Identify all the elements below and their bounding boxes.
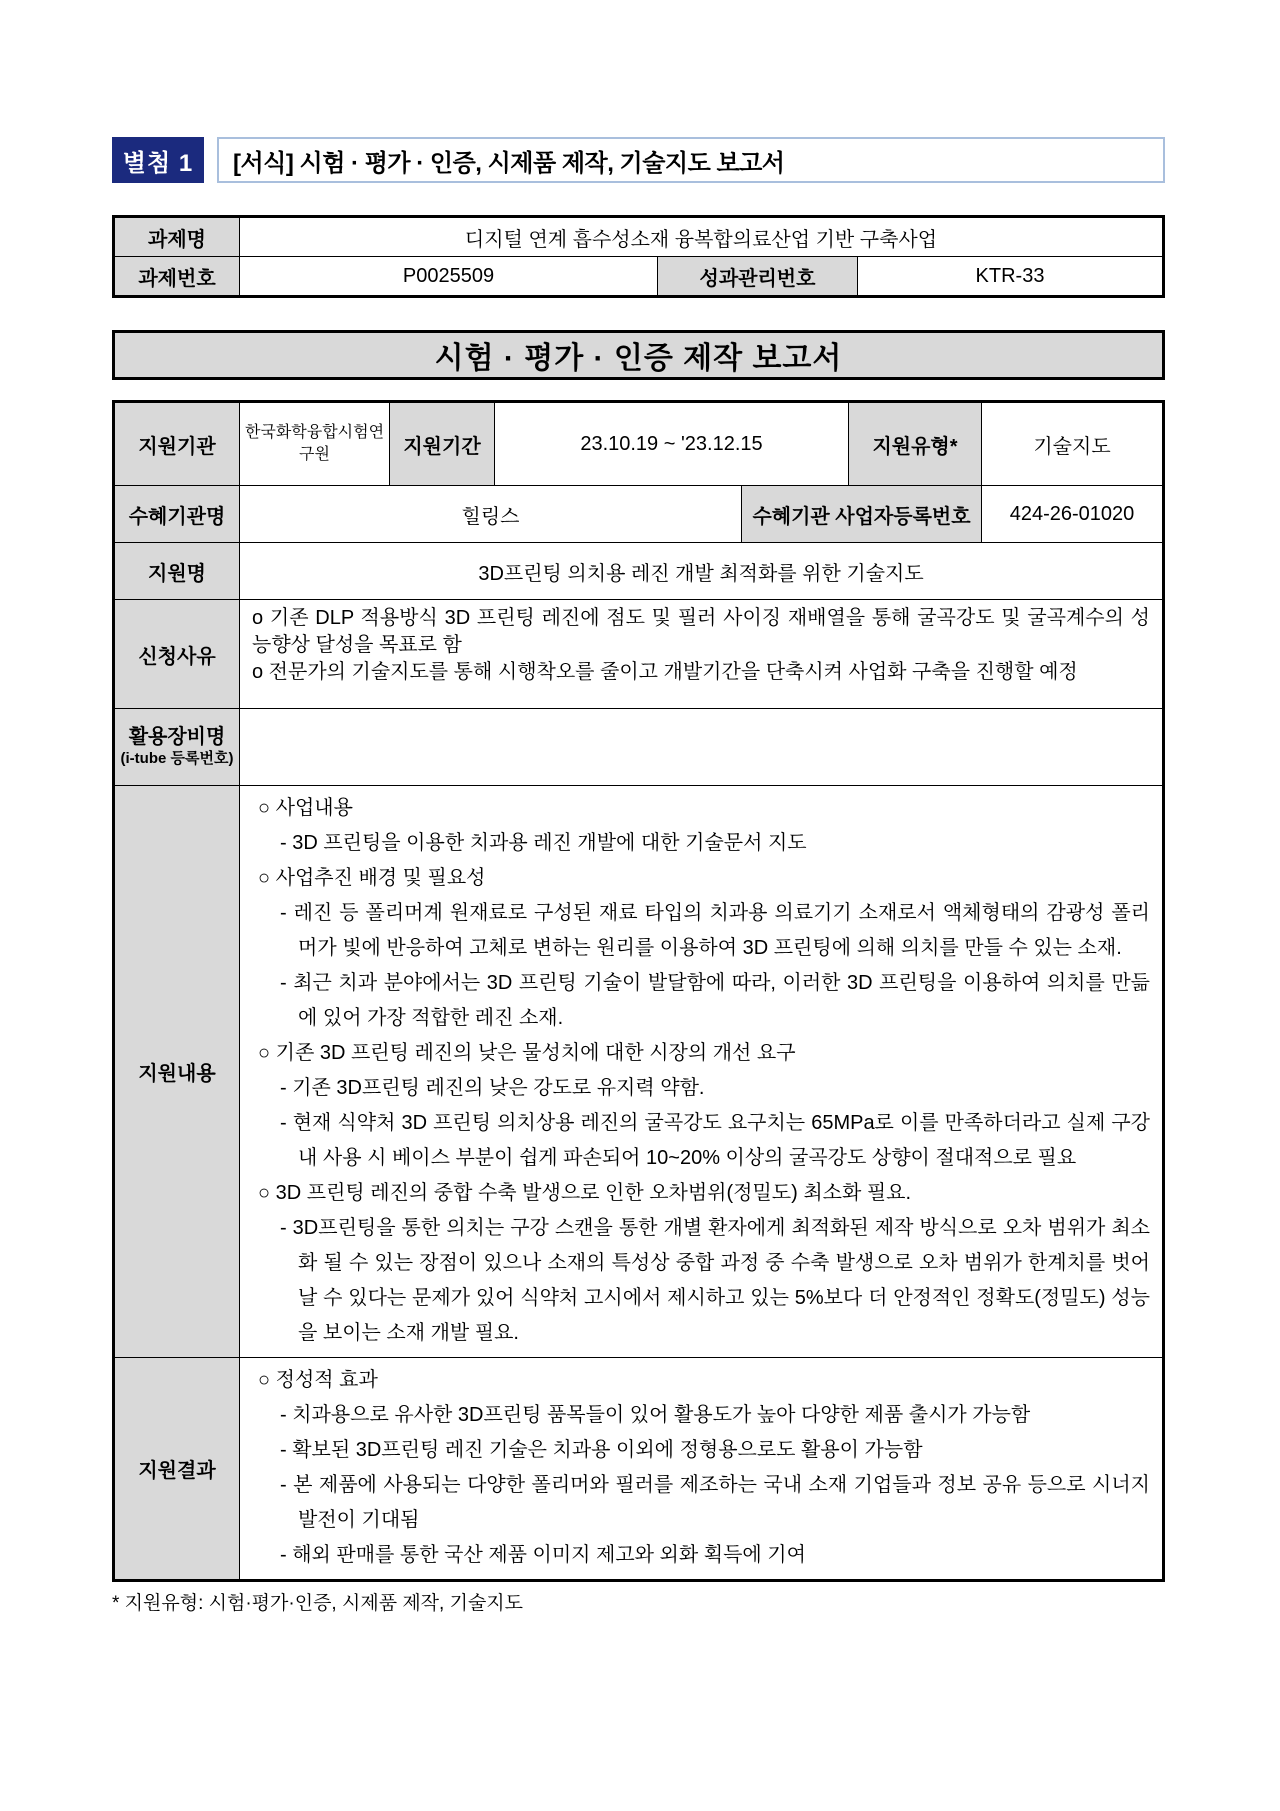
performance-number-value: KTR-33 (975, 264, 1045, 287)
content-label: 지원내용 (115, 786, 240, 1357)
project-name-label: 과제명 (115, 218, 240, 256)
reason-label: 신청사유 (115, 600, 240, 708)
table-row (115, 403, 1162, 486)
project-number-value: P0025509 (240, 257, 658, 295)
content-body (240, 786, 1162, 1357)
list-item: - 기존 3D프린팅 레진의 낮은 강도로 유지력 약함. (280, 1077, 705, 1099)
list-item: - 해외 판매를 통한 국산 제품 이미지 제고와 외화 획득에 기여 (280, 1544, 806, 1566)
result-body (240, 1358, 1162, 1579)
list-item: - 현재 식약처 3D 프린팅 의치상용 레진의 굴곡강도 요구치는 65MPa로 이를 만족하더라고 실제 구강내 사용 시 베이스 부분이 쉽게 파손되어 10~20% 이상의 굴곡강도 상향이 절대적으로 필요 (280, 1112, 1150, 1169)
support-period-value: 23.10.19 ~ '23.12.15 (495, 403, 849, 485)
equipment-sublabel: (i-tube 등록번호) (120, 750, 234, 768)
table-row (115, 486, 1162, 543)
equipment-label-cell (115, 709, 240, 785)
table-row (115, 218, 1162, 257)
equipment-value (240, 709, 1162, 785)
form-title: [서식] 시험 · 평가 · 인증, 시제품 제작, 기술지도 보고서 (233, 149, 785, 177)
list-item: - 본 제품에 사용되는 다양한 폴리머와 필러를 제조하는 국내 소재 기업들과 정보 공유 등으로 시너지 발전이 기대됨 (280, 1474, 1150, 1531)
attachment-badge: 별첨 1 (112, 137, 204, 183)
document-header (112, 137, 1165, 183)
reason-content (240, 600, 1162, 708)
support-type-label: 지원유형* (849, 403, 982, 485)
performance-number-label: 성과관리번호 (658, 257, 858, 295)
list-item: ○ 사업추진 배경 및 필요성 (258, 867, 486, 889)
project-info-table (112, 215, 1165, 298)
project-name-value: 디지털 연계 흡수성소재 융복합의료산업 기반 구축사업 (464, 228, 938, 251)
table-row (115, 709, 1162, 786)
business-reg-value: 424-26-01020 (1009, 502, 1135, 525)
beneficiary-value: 힐링스 (240, 486, 742, 542)
table-row (115, 1358, 1162, 1579)
list-item: - 레진 등 폴리머계 원재료로 구성된 재료 타입의 치과용 의료기기 소재로서 액체형태의 감광성 폴리머가 빛에 반응하여 고체로 변하는 원리를 이용하여 3D 프린팅에 의해 의치를 만들 수 있는 소재. (280, 902, 1150, 959)
table-row (115, 543, 1162, 600)
document-content (112, 137, 1165, 1615)
project-number-label: 과제번호 (115, 257, 240, 295)
support-org-value: 한국화학융합시험연구원 (240, 403, 390, 485)
support-period-label: 지원기간 (390, 403, 495, 485)
list-item: - 치과용으로 유사한 3D프린팅 품목들이 있어 활용도가 높아 다양한 제품 출시가 가능함 (280, 1404, 1031, 1426)
support-name-value: 3D프린팅 의치용 레진 개발 최적화를 위한 기술지도 (478, 562, 924, 585)
form-title-box (217, 137, 1165, 183)
list-item: ○ 기존 3D 프린팅 레진의 낮은 물성치에 대한 시장의 개선 요구 (258, 1042, 796, 1064)
list-item: o 기존 DLP 적용방식 3D 프린팅 레진에 점도 및 필러 사이징 재배열을 통해 굴곡강도 및 굴곡계수의 성능향상 달성을 목표로 함 (252, 607, 1150, 656)
support-type-value: 기술지도 (1033, 435, 1111, 458)
list-item: ○ 사업내용 (258, 797, 353, 819)
business-reg-label: 수혜기관 사업자등록번호 (742, 486, 982, 542)
list-item: - 3D 프린팅을 이용한 치과용 레진 개발에 대한 기술문서 지도 (280, 832, 807, 854)
support-name-label: 지원명 (115, 543, 240, 599)
equipment-label: 활용장비명 (128, 726, 226, 749)
list-item: - 확보된 3D프린팅 레진 기술은 치과용 이외에 정형용으로도 활용이 가능함 (280, 1439, 923, 1461)
result-label: 지원결과 (115, 1358, 240, 1579)
table-row (115, 600, 1162, 709)
support-type-footnote: * 지원유형: 시험·평가·인증, 시제품 제작, 기술지도 (112, 1593, 524, 1614)
list-item: o 전문가의 기술지도를 통해 시행착오를 줄이고 개발기간을 단축시켜 사업화 구축을 진행할 예정 (252, 661, 1078, 683)
table-row (115, 257, 1162, 295)
list-item: ○ 3D 프린팅 레진의 중합 수축 발생으로 인한 오차범위(정밀도) 최소화 필요. (258, 1182, 912, 1204)
table-row (115, 786, 1162, 1358)
report-table (112, 400, 1165, 1582)
report-title-bar: 시험 · 평가 · 인증 제작 보고서 (112, 330, 1165, 380)
list-item: - 최근 치과 분야에서는 3D 프린팅 기술이 발달함에 따라, 이러한 3D 프린팅을 이용하여 의치를 만듦에 있어 가장 적합한 레진 소재. (280, 972, 1150, 1029)
support-org-label: 지원기관 (115, 403, 240, 485)
list-item: ○ 정성적 효과 (258, 1369, 378, 1391)
list-item: - 3D프린팅을 통한 의치는 구강 스캔을 통한 개별 환자에게 최적화된 제작 방식으로 오차 범위가 최소화 될 수 있는 장점이 있으나 소재의 특성상 중합 과정 중 수축 발생으로 오차 범위가 한계치를 벗어 날 수 있다는 문제가 있어 식약처 고시에서 제시하고 있는 5%보다 더 안정적인 정확도(정밀도) 성능을 보이는 소재 개발 필요. (280, 1217, 1150, 1344)
beneficiary-label: 수혜기관명 (115, 486, 240, 542)
